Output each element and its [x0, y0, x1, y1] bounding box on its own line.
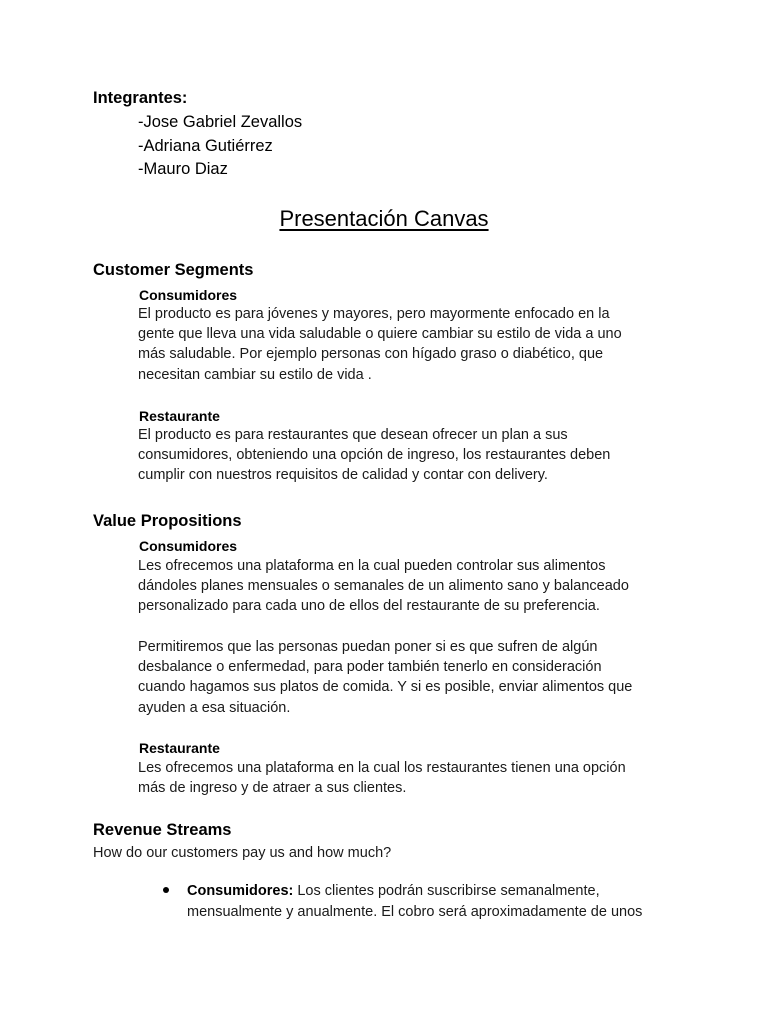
vp-consumers-text-2 [138, 637, 678, 718]
revenue-streams-heading: Revenue Streams [93, 821, 232, 839]
cs-consumers-text [138, 304, 678, 385]
vp-consumers-label: Consumidores [139, 538, 238, 554]
customer-segments-heading: Customer Segments [93, 261, 254, 279]
bullet-line-1: Los clientes podrán suscribirse semanalmente, [293, 883, 600, 899]
text-line: cumplir con nuestros requisitos de calidad y contar con delivery. [138, 467, 548, 484]
bullet-icon [163, 887, 169, 893]
text-line: personalizado para cada uno de ellos del restaurante de su preferencia. [138, 598, 600, 615]
member-name: -Mauro Diaz [138, 160, 228, 178]
vp-consumers-text-1 [138, 556, 678, 617]
member-name: -Adriana Gutiérrez [138, 136, 273, 155]
text-line: más de ingreso y de atraer a sus clientes. [138, 780, 407, 797]
revenue-consumers-bullet [187, 881, 687, 923]
bullet-label: Consumidores: [187, 883, 294, 899]
members-list [138, 111, 302, 182]
cs-restaurant-text [138, 425, 678, 486]
text-line: desbalance o enfermedad, para poder también tenerlo en consideración [138, 659, 602, 676]
document-title [0, 205, 768, 233]
revenue-streams-question: How do our customers pay us and how much? [93, 845, 392, 861]
text-line: El producto es para jóvenes y mayores, pero mayormente enfocado en la [138, 306, 610, 322]
vp-restaurant-label: Restaurante [139, 740, 220, 756]
cs-restaurant-label: Restaurante [139, 408, 220, 424]
cs-consumers-label: Consumidores [139, 287, 238, 303]
text-line: Les ofrecemos una plataforma en la cual los restaurantes tienen una opción [138, 760, 626, 776]
text-line: Les ofrecemos una plataforma en la cual pueden controlar sus alimentos [138, 558, 606, 574]
text-line: mensualmente y anualmente. El cobro será aproximadamente de unos [187, 904, 643, 920]
text-line: Permitiremos que las personas puedan poner si es que sufren de algún [138, 639, 598, 655]
member-name: -Jose Gabriel Zevallos [138, 113, 303, 131]
text-line: más saludable. Por ejemplo personas con hígado graso o diabético, que [138, 346, 604, 363]
text-line: dándoles planes mensuales o semanales de un alimento sano y balanceado [138, 578, 629, 595]
text-line: necesitan cambiar su estilo de vida . [138, 366, 372, 383]
vp-restaurant-text [138, 758, 678, 798]
text-line: cuando hagamos sus platos de comida. Y si es posible, enviar alimentos que [138, 679, 633, 696]
value-propositions-heading: Value Propositions [93, 512, 242, 530]
text-line: consumidores, obteniendo una opción de ingreso, los restaurantes deben [138, 447, 611, 464]
text-line: gente que lleva una vida saludable o quiere cambiar su estilo de vida a uno [138, 326, 622, 343]
members-heading: Integrantes: [93, 89, 188, 107]
text-line [187, 881, 687, 902]
text-line: ayuden a esa situación. [138, 699, 291, 716]
document-title-text: Presentación Canvas [279, 206, 489, 231]
text-line: El producto es para restaurantes que desean ofrecer un plan a sus [138, 427, 568, 443]
